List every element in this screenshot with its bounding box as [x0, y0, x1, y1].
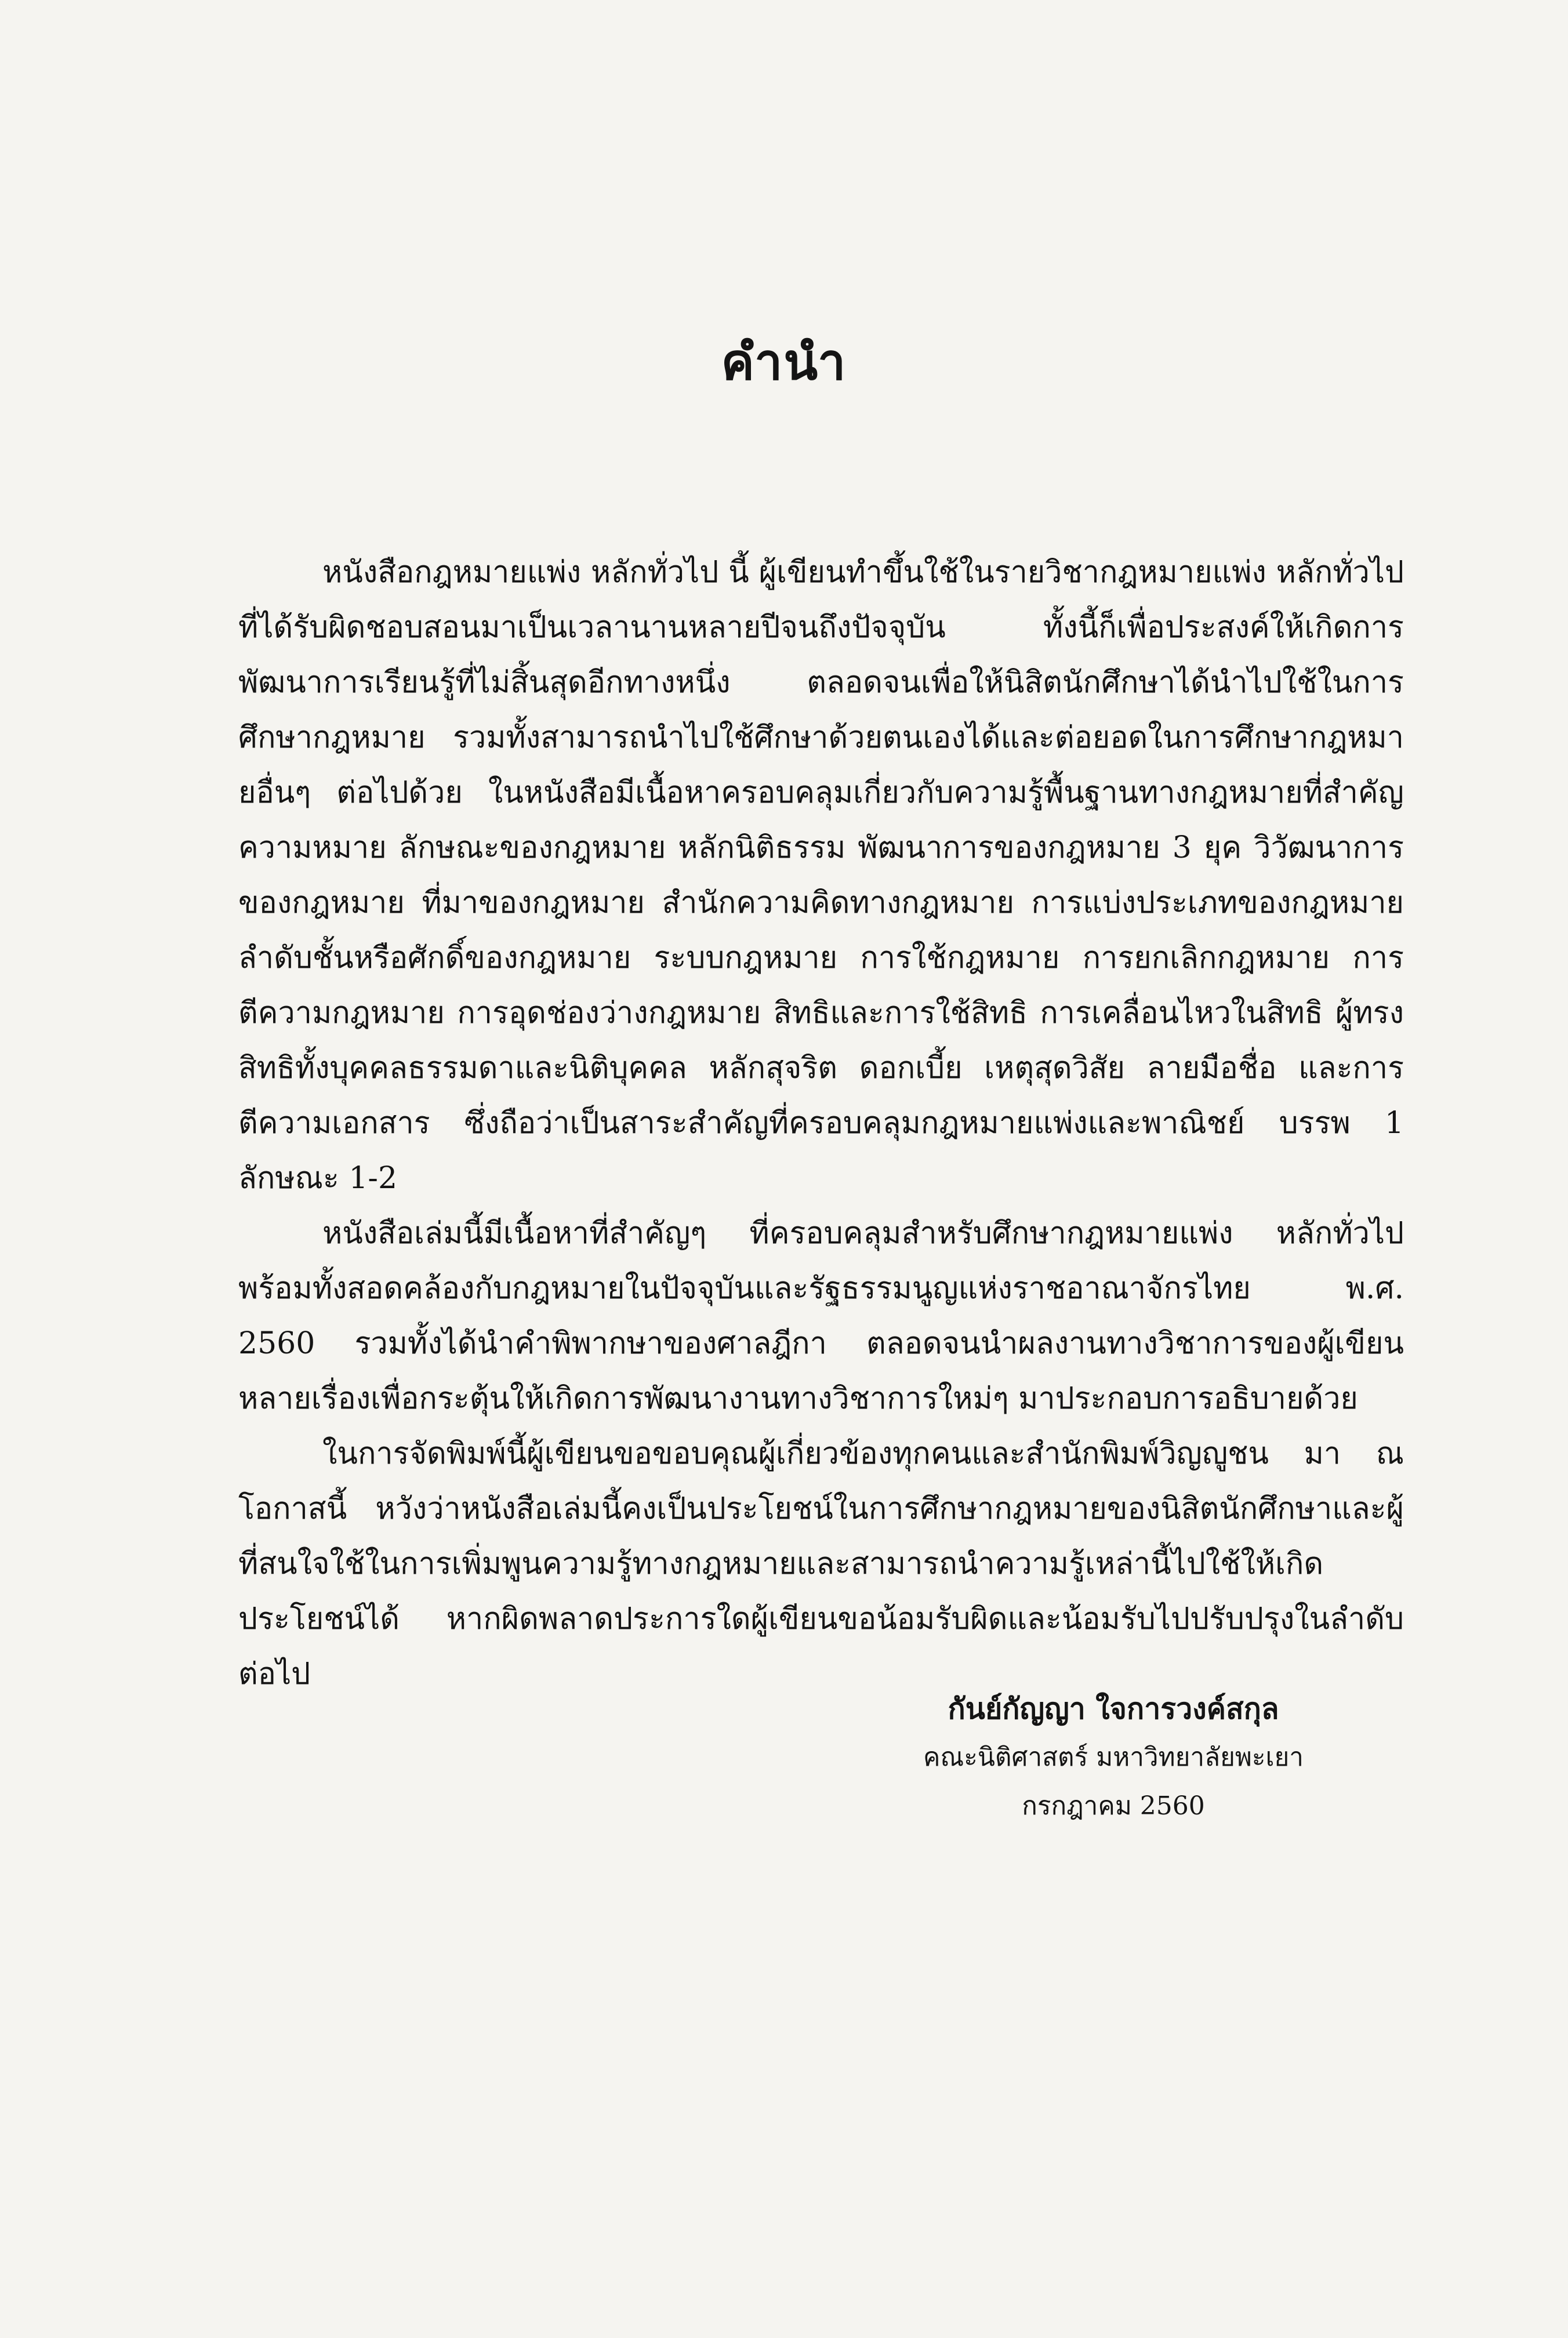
page-title: คำนำ — [721, 333, 847, 391]
author-affiliation: คณะนิติศาสตร์ มหาวิทยาลัยพะเยา — [923, 1742, 1304, 1772]
signature-date: กรกฎาคม 2560 — [1022, 1791, 1205, 1821]
paragraph-3: ในการจัดพิมพ์นี้ผู้เขียนขอขอบคุณผู้เกี่ยวข้องทุกคนและสำนักพิมพ์วิญญูชน มา ณ โอกาสนี้ หวังว่าหนังสือเล่มนี้คงเป็นประโยชน์ในการศึกษากฎหมายของนิสิตนักศึกษาและผู้ที่สนใจใช้ในการเพิ่มพูนความรู้ทางกฎหมายและสามารถนำความรู้เหล่านี้ไปใช้ให้เกิดประโยชน์ได้ หากผิดพลาดประการใดผู้เขียนขอน้อมรับผิดและน้อมรับไปปรับปรุงในลำดับต่อไป — [238, 1436, 1404, 1691]
author-name: กันย์กัญญา ใจการวงค์สกุล — [948, 1691, 1279, 1726]
signature-block — [905, 1684, 1322, 1831]
preface-body — [238, 545, 1404, 1702]
paragraph-1: หนังสือกฎหมายแพ่ง หลักทั่วไป นี้ ผู้เขียนทำขึ้นใช้ในรายวิชากฎหมายแพ่ง หลักทั่วไป ที่ได้รับผิดชอบสอนมาเป็นเวลานานหลายปีจนถึงปัจจุบัน ทั้งนี้ก็เพื่อประสงค์ให้เกิดการพัฒนาการเรียนรู้ที่ไม่สิ้นสุดอีกทางหนึ่ง ตลอดจนเพื่อให้นิสิตนักศึกษาได้นำไปใช้ในการศึกษากฎหมาย รวมทั้งสามารถนำไปใช้ศึกษาด้วยตนเองได้และต่อยอดในการศึกษากฎหมายอื่นๆ ต่อไปด้วย ในหนังสือมีเนื้อหาครอบคลุมเกี่ยวกับความรู้พื้นฐานทางกฎหมายที่สำคัญ ความหมาย ลักษณะของกฎหมาย หลักนิติธรรม พัฒนาการของกฎหมาย 3 ยุค วิวัฒนาการของกฎหมาย ที่มาของกฎหมาย สำนักความคิดทางกฎหมาย การแบ่งประเภทของกฎหมาย ลำดับชั้นหรือศักดิ์ของกฎหมาย ระบบกฎหมาย การใช้กฎหมาย การยกเลิกกฎหมาย การตีความกฎหมาย การอุดช่องว่างกฎหมาย สิทธิและการใช้สิทธิ การเคลื่อนไหวในสิทธิ ผู้ทรงสิทธิทั้งบุคคลธรรมดาและนิติบุคคล หลักสุจริต ดอกเบี้ย เหตุสุดวิสัย ลายมือชื่อ และการตีความเอกสาร ซึ่งถือว่าเป็นสาระสำคัญที่ครอบคลุมกฎหมายแพ่งและพาณิชย์ บรรพ 1 ลักษณะ 1-2 — [238, 555, 1404, 1196]
paragraph-2: หนังสือเล่มนี้มีเนื้อหาที่สำคัญๆ ที่ครอบคลุมสำหรับศึกษากฎหมายแพ่ง หลักทั่วไป พร้อมทั้งสอดคล้องกับกฎหมายในปัจจุบันและรัฐธรรมนูญแห่งราชอาณาจักรไทย พ.ศ. 2560 รวมทั้งได้นำคำพิพากษาของศาลฎีกา ตลอดจนนำผลงานทางวิชาการของผู้เขียนหลายเรื่องเพื่อกระตุ้นให้เกิดการพัฒนางานทางวิชาการใหม่ๆ มาประกอบการอธิบายด้วย — [238, 1216, 1404, 1416]
